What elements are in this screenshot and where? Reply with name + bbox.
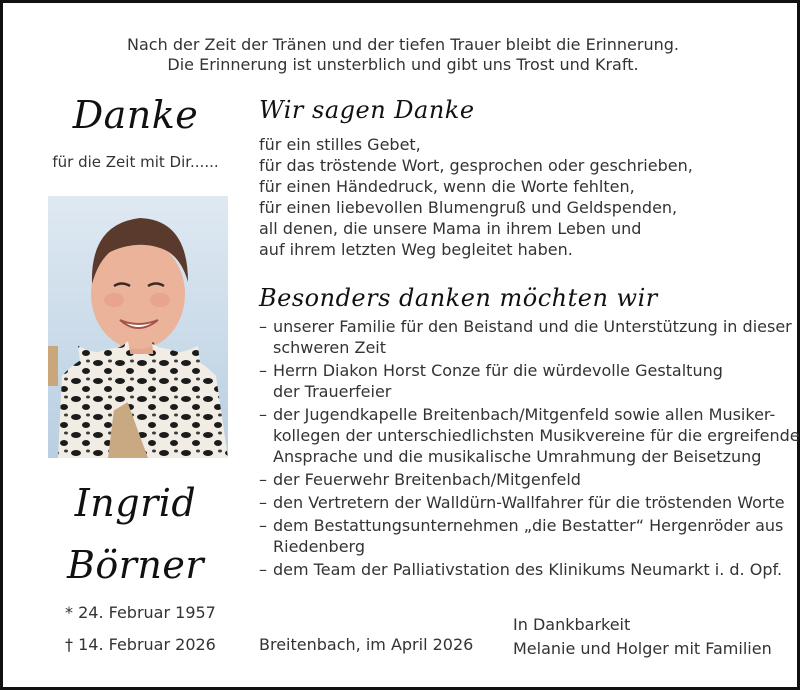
list-item-line: den Vertretern der Walldürn-Wallfahrer für die tröstenden Worte xyxy=(273,493,785,512)
thanks-line: für ein stilles Gebet, xyxy=(259,135,421,154)
portrait-photo xyxy=(48,196,228,458)
dash-bullet: – xyxy=(259,470,267,489)
danke-title: Danke xyxy=(72,93,199,137)
list-item-line: der Trauerfeier xyxy=(273,382,392,401)
list-item xyxy=(259,492,785,513)
deceased-last-name: Börner xyxy=(66,543,205,587)
list-item xyxy=(259,469,779,490)
thanks-list xyxy=(259,134,779,260)
thanks-line: all denen, die unsere Mama in ihrem Leben und xyxy=(259,219,642,238)
list-item-line: dem Bestattungsunternehmen „die Bestatter“ Hergenröder aus xyxy=(273,516,784,535)
signoff xyxy=(513,613,772,661)
dash-bullet: – xyxy=(259,560,267,579)
list-item-line: der Jugendkapelle Breitenbach/Mitgenfeld sowie allen Musiker- xyxy=(273,405,776,424)
list-item xyxy=(259,404,800,467)
dash-bullet: – xyxy=(259,493,267,512)
thanks-line: auf ihrem letzten Weg begleitet haben. xyxy=(259,240,573,259)
death-date: † 14. Februar 2026 xyxy=(65,635,216,654)
special-thanks-list xyxy=(259,316,800,582)
thanks-line: für einen liebevollen Blumengruß und Geldspenden, xyxy=(259,198,678,217)
signoff-line-2: Melanie und Holger mit Familien xyxy=(513,639,772,658)
list-item xyxy=(259,316,792,358)
list-item-line: unserer Familie für den Beistand und die Unterstützung in dieser xyxy=(273,317,792,336)
thanks-line: für einen Händedruck, wenn die Worte fehlten, xyxy=(259,177,635,196)
thanks-heading: Wir sagen Danke xyxy=(259,96,475,124)
intro-line-1: Nach der Zeit der Tränen und der tiefen Trauer bleibt die Erinnerung. xyxy=(127,35,679,54)
dash-bullet: – xyxy=(259,361,267,380)
list-item-line: kollegen der unterschiedlichsten Musikvereine für die ergreifende xyxy=(273,426,800,445)
birth-date: * 24. Februar 1957 xyxy=(65,603,216,622)
list-item-line: Herrn Diakon Horst Conze für die würdevolle Gestaltung xyxy=(273,361,723,380)
intro-quote xyxy=(3,35,800,75)
thanks-line: für das tröstende Wort, gesprochen oder geschrieben, xyxy=(259,156,693,175)
deceased-first-name: Ingrid xyxy=(74,481,197,525)
dash-bullet: – xyxy=(259,405,267,424)
signoff-line-1: In Dankbarkeit xyxy=(513,615,631,634)
dash-bullet: – xyxy=(259,317,267,336)
danke-subtitle: für die Zeit mit Dir...... xyxy=(52,153,219,171)
list-item xyxy=(259,515,784,557)
list-item xyxy=(259,360,779,402)
dash-bullet: – xyxy=(259,516,267,535)
special-thanks-heading: Besonders danken möchten wir xyxy=(259,284,658,312)
list-item-line: der Feuerwehr Breitenbach/Mitgenfeld xyxy=(273,470,581,489)
list-item xyxy=(259,559,783,580)
list-item-line: Ansprache und die musikalische Umrahmung der Beisetzung xyxy=(273,447,762,466)
place-date: Breitenbach, im April 2026 xyxy=(259,635,474,654)
list-item-line: schweren Zeit xyxy=(273,338,387,357)
list-item-line: Riedenberg xyxy=(273,537,365,556)
list-item-line: dem Team der Palliativstation des Klinikums Neumarkt i. d. Opf. xyxy=(273,560,783,579)
intro-line-2: Die Erinnerung ist unsterblich und gibt uns Trost und Kraft. xyxy=(167,55,639,74)
